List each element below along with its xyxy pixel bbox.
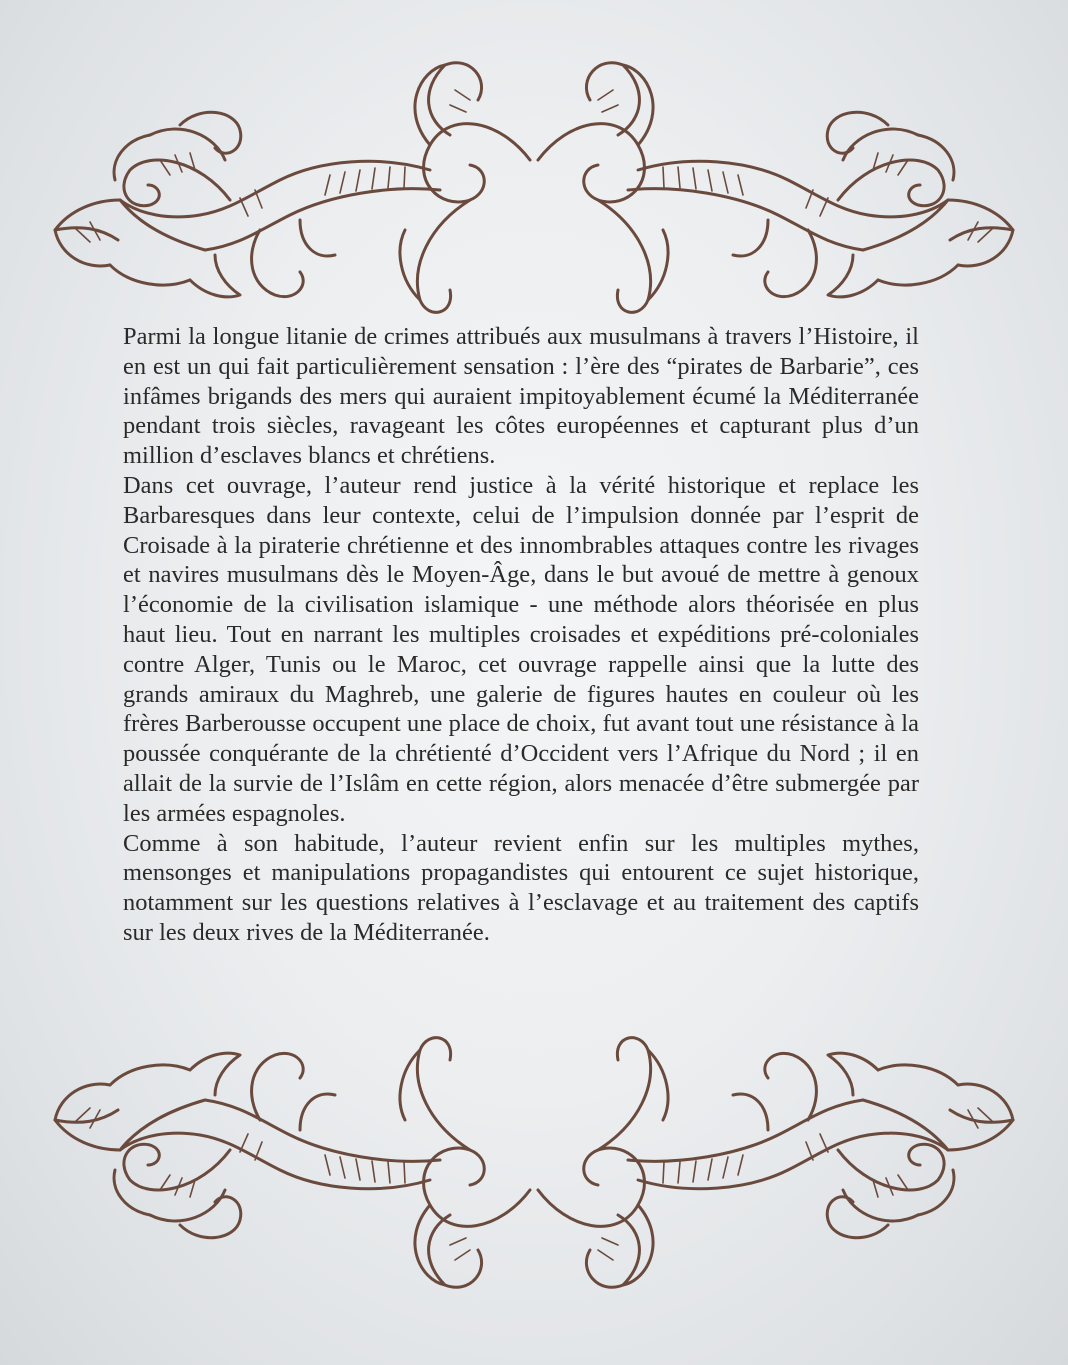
paragraph-intro: Parmi la longue litanie de crimes attribués aux musulmans à travers l’Histoire, il en est un qui fait particulièrement sensation : l’ère des “pirates de Barbarie”, ces infâmes brigands des mers qui auraient impitoyablement écumé la Méditerranée pendant trois siècles, ravageant les côtes européennes et capturant plus d’un million d’esclaves blancs et chrétiens.	[123, 323, 919, 470]
paragraph-myths: Comme à son habitude, l’auteur revient enfin sur les multiples mythes, mensonges et manipulations propagandistes qui entourent ce sujet historique, notamment sur les questions relatives à l’esclavage et au traitement des captifs sur les deux rives de la Méditerranée.	[123, 829, 919, 946]
baroque-scroll-ornament-icon	[0, 1030, 1068, 1300]
baroque-scroll-ornament-icon	[0, 50, 1068, 320]
back-cover-text	[123, 322, 919, 948]
bottom-scroll-ornament	[0, 1030, 1068, 1300]
paragraph-context: Dans cet ouvrage, l’auteur rend justice à la vérité historique et replace les Barbaresques dans leur contexte, celui de l’impulsion donnée par l’esprit de Croisade à la piraterie chrétienne et des innombrables attaques contre les rivages et navires musulmans dès le Moyen-Âge, dans le but avoué de mettre à genoux l’économie de la civilisation islamique - une méthode alors théorisée en plus haut lieu. Tout en narrant les multiples croisades et expéditions pré-coloniales contre Alger, Tunis ou le Maroc, cet ouvrage rappelle ainsi que la lutte des grands amiraux du Maghreb, une galerie de figures hautes en couleur où les frères Barberousse occupent une place de choix, fut avant tout une résistance à la poussée conquérante de la chrétienté d’Occident vers l’Afrique du Nord ; il en allait de la survie de l’Islâm en cette région, alors menacée d’être submergée par les armées espagnoles.	[123, 471, 919, 827]
top-scroll-ornament	[0, 50, 1068, 320]
